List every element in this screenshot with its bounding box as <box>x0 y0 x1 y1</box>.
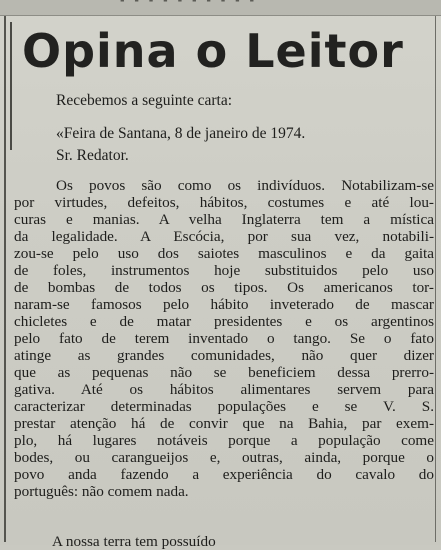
body-line: caracterizar determinadas populações e se V. S. <box>14 398 434 415</box>
article-headline: Opina o Leitor <box>22 24 404 78</box>
letter-salutation: Sr. Redator. <box>56 147 129 164</box>
next-paragraph-fragment: A nossa terra tem possuído <box>52 533 216 550</box>
body-line: por virtudes, defeitos, hábitos, costumes e até lou- <box>14 194 434 211</box>
previous-column-strip <box>0 0 441 16</box>
body-line: povo anda fazendo a experiência do cavalo do <box>14 466 434 483</box>
body-line: zou-se pelo uso dos saiotes masculinos e da gaita <box>14 245 434 262</box>
body-line: português: não comem nada. <box>14 483 189 500</box>
body-line: chicletes e de matar presidentes e os argentinos <box>14 313 434 330</box>
article-intro: Recebemos a seguinte carta: <box>56 92 233 109</box>
body-line: de bombas de todos os tipos. Os americanos tor- <box>14 279 434 296</box>
body-line: de foles, instrumentos hoje substituidos pelo uso <box>14 262 434 279</box>
body-line: naram-se famosos pelo hábito inveterado de mascar <box>14 296 434 313</box>
body-line: atinge as grandes comunidades, não quer dizer <box>14 347 434 364</box>
body-line: curas e manias. A velha Inglaterra tem a mística <box>14 211 434 228</box>
margin-rule <box>10 22 12 150</box>
body-line: da legalidade. A Escócia, por sua vez, notabili- <box>14 228 434 245</box>
letter-dateline: «Feira de Santana, 8 de janeiro de 1974. <box>56 125 306 142</box>
masthead-fragment: - - - - - - - - - - <box>120 0 258 7</box>
body-line: plo, há lugares notáveis porque a população come <box>14 432 434 449</box>
body-line: pelo fato de terem inventado o tango. Se o fato <box>14 330 434 347</box>
body-line: bodes, ou carangueijos e, outras, ainda, porque o <box>14 449 434 466</box>
body-line: Os povos são como os indivíduos. Notabilizam-se <box>56 177 434 194</box>
letter-body <box>14 177 434 500</box>
body-line: prestar atenção há de convir que na Bahia, par exem- <box>14 415 434 432</box>
body-line: que as pequenas não se beneficiem dessa prerro- <box>14 364 434 381</box>
body-line: gativa. Até os hábitos alimentares servem para <box>14 381 434 398</box>
